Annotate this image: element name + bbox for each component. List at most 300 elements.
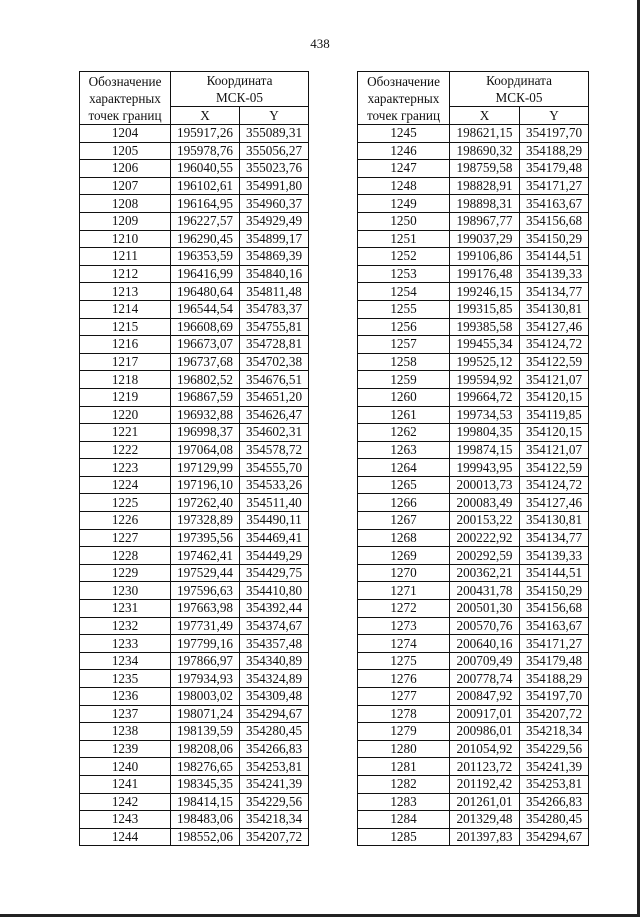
x-coordinate-cell: 199176,48: [450, 265, 520, 283]
point-number-cell: 1224: [80, 476, 171, 494]
point-number-cell: 1263: [358, 441, 450, 459]
x-coordinate-cell: 200153,22: [450, 512, 520, 530]
y-coordinate-cell: 354207,72: [520, 705, 589, 723]
y-coordinate-cell: 354124,72: [520, 476, 589, 494]
point-number-cell: 1262: [358, 424, 450, 442]
y-column-header: Y: [520, 107, 589, 125]
header-line: точек границ: [366, 108, 441, 123]
point-number-cell: 1252: [358, 248, 450, 266]
table-row: [80, 723, 309, 741]
x-coordinate-cell: 196164,95: [171, 195, 240, 213]
y-coordinate-cell: 354266,83: [520, 793, 589, 811]
point-number-cell: 1259: [358, 371, 450, 389]
point-number-cell: 1241: [80, 775, 171, 793]
x-coordinate-cell: 198345,35: [171, 775, 240, 793]
y-coordinate-cell: 354392,44: [240, 600, 309, 618]
x-coordinate-cell: 197596,63: [171, 582, 240, 600]
point-number-cell: 1260: [358, 388, 450, 406]
table-row: [358, 600, 589, 618]
x-coordinate-cell: 196227,57: [171, 212, 240, 230]
header-line: точек границ: [88, 108, 162, 123]
x-coordinate-cell: 197262,40: [171, 494, 240, 512]
point-number-cell: 1235: [80, 670, 171, 688]
point-number-cell: 1205: [80, 142, 171, 160]
y-coordinate-cell: 354840,16: [240, 265, 309, 283]
point-number-cell: 1225: [80, 494, 171, 512]
table-row: [80, 353, 309, 371]
x-coordinate-cell: 200570,76: [450, 617, 520, 635]
header-line: Координата: [206, 73, 273, 89]
x-coordinate-cell: 201123,72: [450, 758, 520, 776]
y-coordinate-cell: 354150,29: [520, 582, 589, 600]
x-coordinate-cell: 200083,49: [450, 494, 520, 512]
point-number-cell: 1274: [358, 635, 450, 653]
header-line: характерных: [367, 91, 440, 106]
y-coordinate-cell: 354156,68: [520, 212, 589, 230]
point-number-cell: 1272: [358, 600, 450, 618]
x-coordinate-cell: 197395,56: [171, 529, 240, 547]
table-row: [80, 564, 309, 582]
table-row: [358, 775, 589, 793]
x-coordinate-cell: 197129,99: [171, 459, 240, 477]
table-row: [358, 740, 589, 758]
header-line: Обозначение: [367, 74, 440, 89]
point-number-cell: 1245: [358, 125, 450, 143]
point-number-cell: 1250: [358, 212, 450, 230]
x-coordinate-cell: 198621,15: [450, 125, 520, 143]
x-coordinate-cell: 195978,76: [171, 142, 240, 160]
table-row: [80, 160, 309, 178]
point-number-cell: 1253: [358, 265, 450, 283]
point-number-cell: 1254: [358, 283, 450, 301]
point-number-cell: 1275: [358, 652, 450, 670]
x-coordinate-cell: 198967,77: [450, 212, 520, 230]
table-row: [358, 388, 589, 406]
table-row: [358, 494, 589, 512]
table-row: [358, 125, 589, 143]
table-row: [80, 652, 309, 670]
y-column-header: Y: [240, 107, 309, 125]
y-coordinate-cell: 354280,45: [240, 723, 309, 741]
point-number-cell: 1207: [80, 177, 171, 195]
y-coordinate-cell: 354651,20: [240, 388, 309, 406]
table-row: [80, 494, 309, 512]
table-row: [80, 125, 309, 143]
y-coordinate-cell: 354134,77: [520, 283, 589, 301]
x-coordinate-cell: 197328,89: [171, 512, 240, 530]
x-coordinate-cell: 198208,06: [171, 740, 240, 758]
table-row: [80, 512, 309, 530]
y-coordinate-cell: 354374,67: [240, 617, 309, 635]
y-coordinate-cell: 354119,85: [520, 406, 589, 424]
point-number-cell: 1284: [358, 811, 450, 829]
x-coordinate-cell: 201192,42: [450, 775, 520, 793]
y-coordinate-cell: 355023,76: [240, 160, 309, 178]
table-row: [80, 248, 309, 266]
point-number-cell: 1271: [358, 582, 450, 600]
point-number-cell: 1242: [80, 793, 171, 811]
x-coordinate-cell: 198003,02: [171, 688, 240, 706]
y-coordinate-cell: 354144,51: [520, 248, 589, 266]
table-row: [80, 811, 309, 829]
y-coordinate-cell: 354626,47: [240, 406, 309, 424]
point-number-cell: 1228: [80, 547, 171, 565]
point-number-cell: 1258: [358, 353, 450, 371]
y-coordinate-cell: 354811,48: [240, 283, 309, 301]
table-row: [358, 705, 589, 723]
point-number-cell: 1229: [80, 564, 171, 582]
table-row: [80, 529, 309, 547]
y-coordinate-cell: 354207,72: [240, 828, 309, 846]
y-coordinate-cell: 354294,67: [520, 828, 589, 846]
point-number-cell: 1257: [358, 336, 450, 354]
table-row: [80, 265, 309, 283]
y-coordinate-cell: 354229,56: [240, 793, 309, 811]
x-coordinate-cell: 195917,26: [171, 125, 240, 143]
table-row: [358, 424, 589, 442]
point-number-cell: 1246: [358, 142, 450, 160]
header-line: характерных: [89, 91, 161, 106]
x-coordinate-cell: 196102,61: [171, 177, 240, 195]
y-coordinate-cell: 354130,81: [520, 512, 589, 530]
y-coordinate-cell: 354127,46: [520, 494, 589, 512]
point-number-cell: 1273: [358, 617, 450, 635]
y-coordinate-cell: 354602,31: [240, 424, 309, 442]
point-number-cell: 1255: [358, 300, 450, 318]
x-coordinate-cell: 201397,83: [450, 828, 520, 846]
point-number-cell: 1215: [80, 318, 171, 336]
table-row: [80, 793, 309, 811]
y-coordinate-cell: 354241,39: [240, 775, 309, 793]
table-row: [80, 195, 309, 213]
x-coordinate-cell: 200431,78: [450, 582, 520, 600]
point-number-cell: 1208: [80, 195, 171, 213]
table-row: [358, 828, 589, 846]
point-number-cell: 1204: [80, 125, 171, 143]
x-coordinate-cell: 196040,55: [171, 160, 240, 178]
table-row: [80, 688, 309, 706]
header-line: Координата: [486, 73, 552, 89]
point-number-cell: 1279: [358, 723, 450, 741]
x-coordinate-cell: 196998,37: [171, 424, 240, 442]
table-row: [80, 388, 309, 406]
y-coordinate-cell: 354163,67: [520, 617, 589, 635]
x-coordinate-cell: 198276,65: [171, 758, 240, 776]
table-row: [358, 160, 589, 178]
table-row: [80, 212, 309, 230]
point-number-cell: 1282: [358, 775, 450, 793]
point-number-cell: 1216: [80, 336, 171, 354]
x-coordinate-cell: 197529,44: [171, 564, 240, 582]
x-coordinate-cell: 199594,92: [450, 371, 520, 389]
coordinate-header: [171, 72, 309, 107]
point-number-cell: 1268: [358, 529, 450, 547]
table-row: [80, 617, 309, 635]
point-number-cell: 1270: [358, 564, 450, 582]
table-row: [358, 336, 589, 354]
table-row: [358, 230, 589, 248]
y-coordinate-cell: 354179,48: [520, 160, 589, 178]
point-number-cell: 1285: [358, 828, 450, 846]
x-coordinate-cell: 196416,99: [171, 265, 240, 283]
table-row: [80, 300, 309, 318]
y-coordinate-cell: 354340,89: [240, 652, 309, 670]
table-row: [358, 811, 589, 829]
table-row: [80, 142, 309, 160]
table-row: [358, 793, 589, 811]
y-coordinate-cell: 354127,46: [520, 318, 589, 336]
point-number-cell: 1222: [80, 441, 171, 459]
y-coordinate-cell: 354280,45: [520, 811, 589, 829]
table-row: [80, 336, 309, 354]
point-number-cell: 1234: [80, 652, 171, 670]
y-coordinate-cell: 354469,41: [240, 529, 309, 547]
y-coordinate-cell: 354197,70: [520, 688, 589, 706]
table-row: [80, 758, 309, 776]
y-coordinate-cell: 354134,77: [520, 529, 589, 547]
point-number-cell: 1256: [358, 318, 450, 336]
point-number-cell: 1244: [80, 828, 171, 846]
x-coordinate-cell: 200847,92: [450, 688, 520, 706]
table-row: [80, 406, 309, 424]
y-coordinate-cell: 354171,27: [520, 635, 589, 653]
x-coordinate-cell: 198139,59: [171, 723, 240, 741]
x-coordinate-cell: 200222,92: [450, 529, 520, 547]
table-row: [80, 441, 309, 459]
y-coordinate-cell: 354121,07: [520, 371, 589, 389]
x-coordinate-cell: 199455,34: [450, 336, 520, 354]
y-coordinate-cell: 354197,70: [520, 125, 589, 143]
y-coordinate-cell: 354991,80: [240, 177, 309, 195]
table-row: [358, 353, 589, 371]
y-coordinate-cell: 354266,83: [240, 740, 309, 758]
point-number-cell: 1220: [80, 406, 171, 424]
point-number-cell: 1269: [358, 547, 450, 565]
table-row: [358, 547, 589, 565]
table-row: [358, 406, 589, 424]
x-coordinate-cell: 196673,07: [171, 336, 240, 354]
table-row: [358, 265, 589, 283]
x-coordinate-cell: 199037,29: [450, 230, 520, 248]
table-row: [358, 142, 589, 160]
x-coordinate-cell: 197731,49: [171, 617, 240, 635]
point-number-cell: 1233: [80, 635, 171, 653]
y-coordinate-cell: 354218,34: [520, 723, 589, 741]
x-coordinate-cell: 198483,06: [171, 811, 240, 829]
table-row: [80, 230, 309, 248]
x-coordinate-cell: 198898,31: [450, 195, 520, 213]
point-number-cell: 1212: [80, 265, 171, 283]
point-number-cell: 1221: [80, 424, 171, 442]
table-row: [80, 318, 309, 336]
table-row: [358, 459, 589, 477]
x-coordinate-cell: 198071,24: [171, 705, 240, 723]
header-line: Обозначение: [88, 74, 162, 89]
coordinates-table-left: [79, 71, 309, 846]
x-coordinate-cell: 200501,30: [450, 600, 520, 618]
table-row: [80, 283, 309, 301]
x-coordinate-cell: 196544,54: [171, 300, 240, 318]
y-coordinate-cell: 354156,68: [520, 600, 589, 618]
y-coordinate-cell: 354309,48: [240, 688, 309, 706]
y-coordinate-cell: 354728,81: [240, 336, 309, 354]
table-row: [358, 670, 589, 688]
point-number-cell: 1280: [358, 740, 450, 758]
point-number-cell: 1248: [358, 177, 450, 195]
x-coordinate-cell: 196290,45: [171, 230, 240, 248]
x-coordinate-cell: 198828,91: [450, 177, 520, 195]
y-coordinate-cell: 354120,15: [520, 424, 589, 442]
point-number-cell: 1232: [80, 617, 171, 635]
y-coordinate-cell: 354144,51: [520, 564, 589, 582]
point-number-cell: 1261: [358, 406, 450, 424]
table-body-right: [358, 125, 589, 846]
table-row: [358, 512, 589, 530]
x-coordinate-cell: 200917,01: [450, 705, 520, 723]
x-coordinate-cell: 200640,16: [450, 635, 520, 653]
y-coordinate-cell: 354122,59: [520, 459, 589, 477]
y-coordinate-cell: 354139,33: [520, 265, 589, 283]
point-number-cell: 1211: [80, 248, 171, 266]
table-row: [80, 635, 309, 653]
x-coordinate-cell: 196932,88: [171, 406, 240, 424]
point-number-cell: 1210: [80, 230, 171, 248]
y-coordinate-cell: 354139,33: [520, 547, 589, 565]
table-row: [358, 564, 589, 582]
table-row: [358, 652, 589, 670]
point-number-cell: 1243: [80, 811, 171, 829]
table-row: [80, 600, 309, 618]
x-coordinate-cell: 199664,72: [450, 388, 520, 406]
x-coordinate-cell: 201054,92: [450, 740, 520, 758]
x-coordinate-cell: 200986,01: [450, 723, 520, 741]
x-column-header: X: [171, 107, 240, 125]
point-number-cell: 1264: [358, 459, 450, 477]
x-coordinate-cell: 197866,97: [171, 652, 240, 670]
y-coordinate-cell: 354130,81: [520, 300, 589, 318]
x-coordinate-cell: 201329,48: [450, 811, 520, 829]
table-row: [80, 371, 309, 389]
y-coordinate-cell: 354555,70: [240, 459, 309, 477]
point-number-cell: 1239: [80, 740, 171, 758]
y-coordinate-cell: 354429,75: [240, 564, 309, 582]
y-coordinate-cell: 354324,89: [240, 670, 309, 688]
x-coordinate-cell: 197799,16: [171, 635, 240, 653]
table-row: [80, 705, 309, 723]
table-row: [358, 635, 589, 653]
y-coordinate-cell: 354511,40: [240, 494, 309, 512]
point-number-cell: 1237: [80, 705, 171, 723]
y-coordinate-cell: 354755,81: [240, 318, 309, 336]
x-coordinate-cell: 196737,68: [171, 353, 240, 371]
x-coordinate-cell: 200778,74: [450, 670, 520, 688]
point-number-cell: 1213: [80, 283, 171, 301]
point-designation-header: [80, 72, 171, 125]
point-designation-header: [358, 72, 450, 125]
x-coordinate-cell: 198759,58: [450, 160, 520, 178]
point-number-cell: 1240: [80, 758, 171, 776]
point-number-cell: 1281: [358, 758, 450, 776]
x-coordinate-cell: 199734,53: [450, 406, 520, 424]
x-coordinate-cell: 197462,41: [171, 547, 240, 565]
x-coordinate-cell: 200013,73: [450, 476, 520, 494]
page-number: 438: [310, 36, 330, 51]
table-row: [80, 424, 309, 442]
y-coordinate-cell: 354188,29: [520, 670, 589, 688]
y-coordinate-cell: 354122,59: [520, 353, 589, 371]
y-coordinate-cell: 354253,81: [240, 758, 309, 776]
table-row: [358, 529, 589, 547]
x-coordinate-cell: 199106,86: [450, 248, 520, 266]
table-row: [80, 740, 309, 758]
x-coordinate-cell: 199385,58: [450, 318, 520, 336]
y-coordinate-cell: 354869,39: [240, 248, 309, 266]
y-coordinate-cell: 354124,72: [520, 336, 589, 354]
point-number-cell: 1218: [80, 371, 171, 389]
x-coordinate-cell: 197196,10: [171, 476, 240, 494]
y-coordinate-cell: 354899,17: [240, 230, 309, 248]
y-coordinate-cell: 354253,81: [520, 775, 589, 793]
y-coordinate-cell: 354188,29: [520, 142, 589, 160]
y-coordinate-cell: 354410,80: [240, 582, 309, 600]
y-coordinate-cell: 354490,11: [240, 512, 309, 530]
x-coordinate-cell: 197064,08: [171, 441, 240, 459]
point-number-cell: 1238: [80, 723, 171, 741]
table-row: [358, 617, 589, 635]
x-coordinate-cell: 199804,35: [450, 424, 520, 442]
y-coordinate-cell: 354163,67: [520, 195, 589, 213]
y-coordinate-cell: 354449,29: [240, 547, 309, 565]
table-row: [358, 248, 589, 266]
table-row: [358, 688, 589, 706]
y-coordinate-cell: 354960,37: [240, 195, 309, 213]
point-number-cell: 1265: [358, 476, 450, 494]
table-row: [358, 476, 589, 494]
table-row: [358, 758, 589, 776]
table-row: [358, 318, 589, 336]
point-number-cell: 1247: [358, 160, 450, 178]
table-row: [358, 723, 589, 741]
table-row: [358, 582, 589, 600]
table-row: [80, 476, 309, 494]
y-coordinate-cell: 354676,51: [240, 371, 309, 389]
x-coordinate-cell: 196867,59: [171, 388, 240, 406]
point-number-cell: 1209: [80, 212, 171, 230]
x-coordinate-cell: 200292,59: [450, 547, 520, 565]
y-coordinate-cell: 354120,15: [520, 388, 589, 406]
x-coordinate-cell: 197934,93: [171, 670, 240, 688]
y-coordinate-cell: 354241,39: [520, 758, 589, 776]
y-coordinate-cell: 354121,07: [520, 441, 589, 459]
x-coordinate-cell: 197663,98: [171, 600, 240, 618]
table-row: [80, 775, 309, 793]
x-coordinate-cell: 199874,15: [450, 441, 520, 459]
x-coordinate-cell: 199943,95: [450, 459, 520, 477]
point-number-cell: 1276: [358, 670, 450, 688]
x-coordinate-cell: 196353,59: [171, 248, 240, 266]
point-number-cell: 1267: [358, 512, 450, 530]
table-row: [80, 582, 309, 600]
table-row: [358, 371, 589, 389]
point-number-cell: 1236: [80, 688, 171, 706]
y-coordinate-cell: 354783,37: [240, 300, 309, 318]
point-number-cell: 1278: [358, 705, 450, 723]
x-coordinate-cell: 201261,01: [450, 793, 520, 811]
x-coordinate-cell: 196480,64: [171, 283, 240, 301]
x-coordinate-cell: 196802,52: [171, 371, 240, 389]
point-number-cell: 1277: [358, 688, 450, 706]
table-row: [80, 177, 309, 195]
